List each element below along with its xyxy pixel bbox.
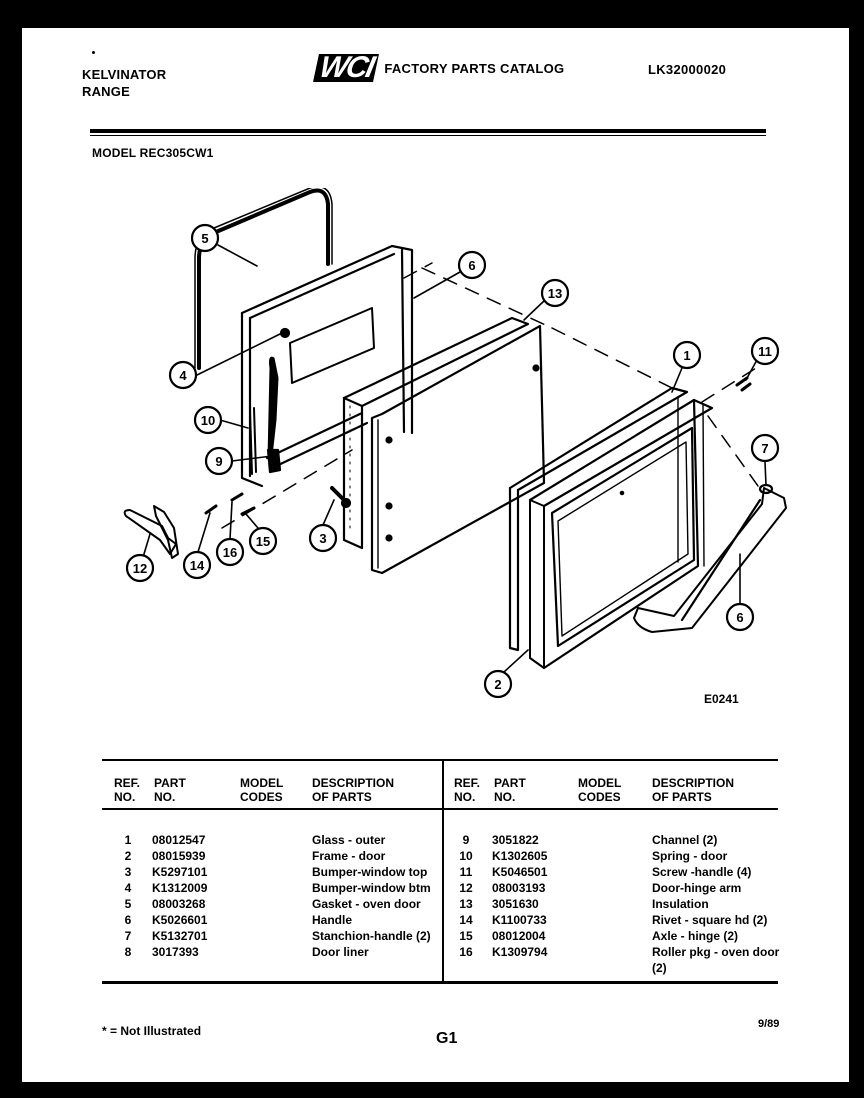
product-name: RANGE: [82, 84, 130, 99]
table-header-rule: [102, 808, 778, 810]
svg-text:10: 10: [200, 413, 216, 428]
callout-10: [195, 407, 221, 433]
table-row-part: 08003193: [492, 881, 546, 895]
table-row-part: 08003268: [152, 897, 206, 911]
table-row-part: 3017393: [152, 945, 199, 959]
header-rule-thin: [90, 135, 766, 136]
spring-part: [250, 408, 256, 474]
table-row-desc: Frame - door: [312, 849, 386, 863]
table-row-ref: 16: [459, 945, 473, 959]
header-description-left: DESCRIPTION OF PARTS: [312, 776, 395, 804]
callout-15: [250, 528, 276, 554]
table-row-ref: 3: [124, 865, 132, 879]
bumper-part: [332, 488, 350, 507]
svg-text:13: 13: [547, 286, 563, 301]
table-row-part: K5046501: [492, 865, 548, 879]
table-row-desc: Door liner: [312, 945, 369, 959]
callout-2: [485, 671, 511, 697]
svg-text:1: 1: [683, 348, 691, 363]
rivet-part: [206, 506, 216, 513]
callout-7: [752, 435, 778, 461]
table-row-ref: 11: [459, 865, 473, 879]
not-illustrated-note: * = Not Illustrated: [102, 1024, 202, 1038]
svg-text:14: 14: [189, 558, 205, 573]
table-row-desc: Stanchion-handle (2): [312, 929, 431, 943]
table-bottom-rule: [102, 981, 778, 984]
callout-12: [127, 555, 153, 581]
table-row-part: K1309794: [492, 945, 548, 959]
header-part-no-left: PART NO.: [154, 776, 186, 804]
callout-16: [217, 539, 243, 565]
table-row-ref: 4: [124, 881, 132, 895]
callout-11: [752, 338, 778, 364]
table-row-desc: Roller pkg - oven door (2): [652, 945, 780, 975]
gasket-part: [195, 188, 332, 368]
page-number: G1: [436, 1030, 458, 1047]
table-row-ref: 10: [459, 849, 473, 863]
table-row-ref: 8: [124, 945, 132, 959]
table-row-part: K5132701: [152, 929, 208, 943]
callout-5: [192, 225, 218, 251]
callout-6-bottom: [727, 604, 753, 630]
callout-bubbles: [127, 225, 778, 697]
catalog-number: LK32000020: [648, 62, 727, 77]
model-number: MODEL REC305CW1: [92, 146, 214, 160]
catalog-page: [22, 28, 849, 1082]
table-row-ref: 9: [462, 833, 470, 847]
table-row-desc: Spring - door: [652, 849, 728, 863]
table-row-desc: Handle: [312, 913, 353, 927]
table-row-ref: 14: [459, 913, 473, 927]
table-row-part: K1100733: [492, 913, 547, 927]
table-row-desc: Bumper-window top: [312, 865, 428, 879]
svg-text:11: 11: [758, 344, 772, 359]
table-row-ref: 6: [124, 913, 132, 927]
table-row-desc: Screw -handle (4): [652, 865, 752, 879]
brand-name: KELVINATOR: [82, 67, 167, 82]
roller-part: [232, 494, 242, 500]
table-row-desc: Glass - outer: [312, 833, 386, 847]
svg-text:12: 12: [132, 561, 148, 576]
header-model-codes-left: MODEL CODES: [240, 776, 284, 804]
table-row-part: 08012547: [152, 833, 206, 847]
table-row-ref: 7: [124, 929, 132, 943]
svg-text:3: 3: [319, 531, 327, 546]
svg-text:9: 9: [215, 454, 223, 469]
header-dot: [92, 51, 95, 54]
brand-block: [82, 66, 166, 100]
screw-part: [737, 378, 750, 390]
frame-glass-part: [510, 388, 712, 668]
callout-14: [184, 552, 210, 578]
catalog-title: FACTORY PARTS CATALOG: [384, 60, 565, 76]
table-row-ref: 1: [124, 833, 132, 847]
svg-text:4: 4: [179, 368, 187, 383]
header-part-no-right: PART NO.: [494, 776, 526, 804]
table-row-desc: Gasket - oven door: [312, 897, 421, 911]
callout-3: [310, 525, 336, 551]
svg-text:6: 6: [468, 258, 476, 273]
callout-4: [170, 362, 196, 388]
wci-logo: WCI: [313, 54, 379, 82]
callout-6-top: [459, 252, 485, 278]
svg-text:16: 16: [222, 545, 238, 560]
svg-text:5: 5: [201, 231, 209, 246]
svg-text:7: 7: [761, 441, 769, 456]
table-row-desc: Bumper-window btm: [312, 881, 431, 895]
table-top-rule: [102, 759, 778, 761]
table-row-part: 08012004: [492, 929, 546, 943]
table-row-part: 3051630: [492, 897, 539, 911]
table-row-part: K5297101: [152, 865, 208, 879]
table-row-part: 3051822: [492, 833, 539, 847]
header-rule: [90, 129, 766, 133]
table-row-desc: Channel (2): [652, 833, 718, 847]
catalog-header: [316, 51, 565, 84]
revision-date: 9/89: [758, 1018, 780, 1030]
channel-part: [267, 413, 367, 472]
table-row-part: K5026601: [152, 913, 208, 927]
svg-text:15: 15: [255, 534, 271, 549]
table-column-divider: [442, 759, 444, 984]
callout-9: [206, 448, 232, 474]
table-row-desc: Door-hinge arm: [652, 881, 742, 895]
table-row-ref: 2: [124, 849, 132, 863]
table-row-part: K1312009: [152, 881, 208, 895]
header-ref-no-left: REF. NO.: [114, 776, 141, 804]
table-row-ref: 15: [459, 929, 473, 943]
header-description-right: DESCRIPTION OF PARTS: [652, 776, 735, 804]
leader-lines: [144, 245, 769, 672]
handle-part: [634, 485, 786, 632]
table-row-ref: 12: [459, 881, 473, 895]
table-row-desc: Axle - hinge (2): [652, 929, 739, 943]
svg-text:6: 6: [736, 610, 744, 625]
callout-13: [542, 280, 568, 306]
hinge-arm-part: [125, 506, 178, 558]
assembly-lines: [222, 263, 772, 528]
callout-1: [674, 342, 700, 368]
table-row-desc: Rivet - square hd (2): [652, 913, 768, 927]
header-ref-no-right: REF. NO.: [454, 776, 481, 804]
table-row-ref: 13: [459, 897, 473, 911]
figure-id: E0241: [704, 692, 739, 706]
svg-text:2: 2: [494, 677, 502, 692]
header-model-codes-right: MODEL CODES: [578, 776, 622, 804]
table-row-ref: 5: [124, 897, 132, 911]
table-row-part: 08015939: [152, 849, 206, 863]
exploded-parts-diagram: [82, 188, 802, 728]
table-row-part: K1302605: [492, 849, 548, 863]
table-row-desc: Insulation: [652, 897, 709, 911]
